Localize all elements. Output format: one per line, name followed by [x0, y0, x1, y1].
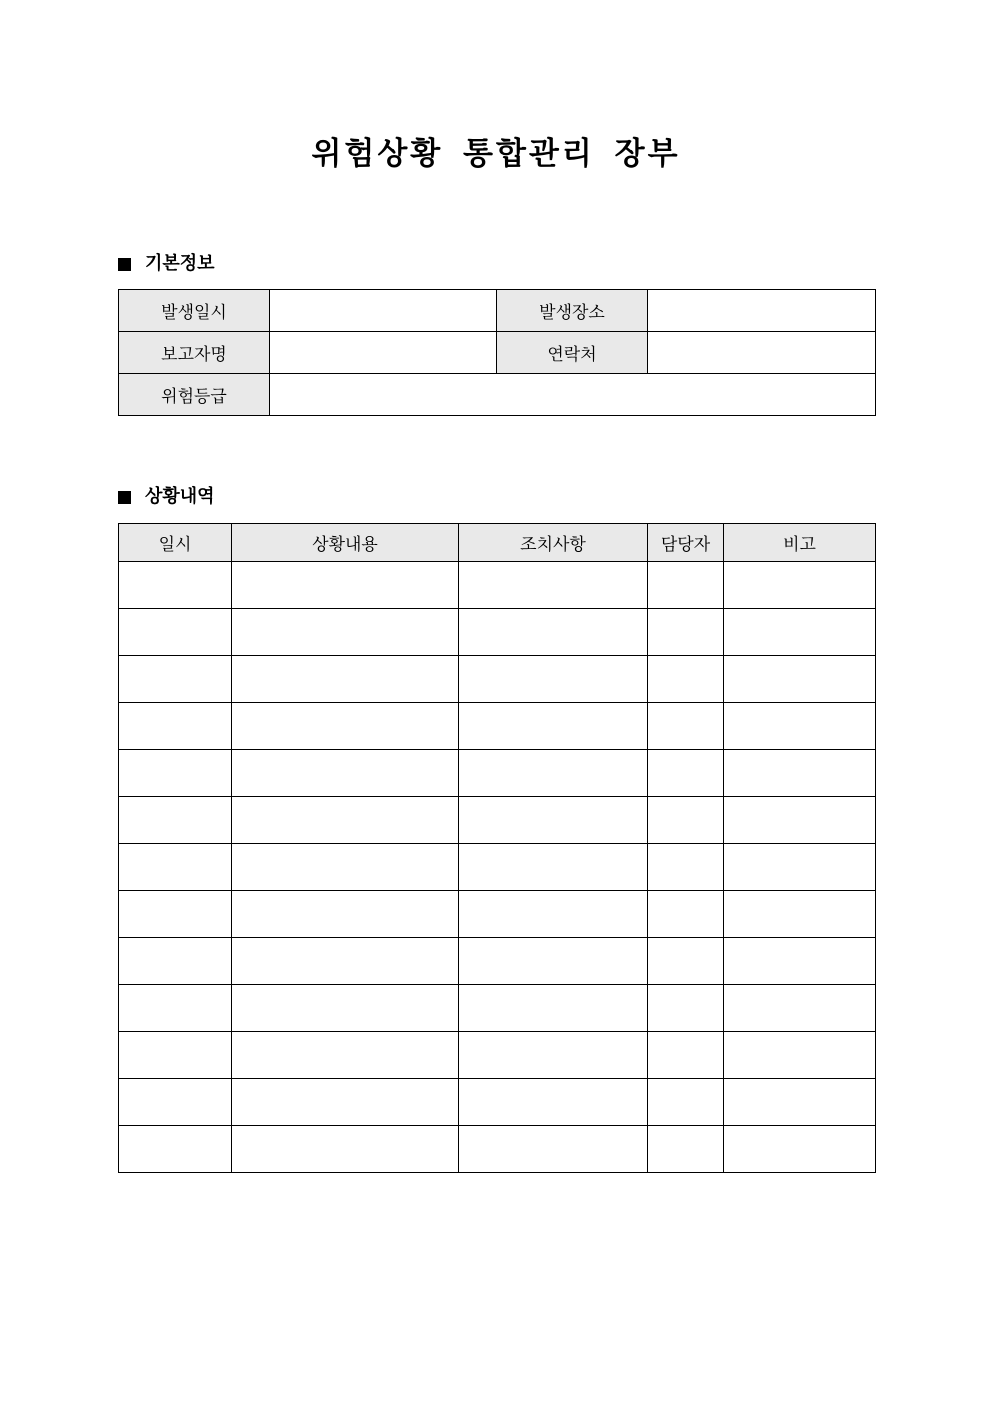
table-row	[119, 844, 876, 891]
action-cell[interactable]	[459, 1032, 648, 1079]
datetime-cell[interactable]	[119, 985, 232, 1032]
situation-cell[interactable]	[232, 1032, 459, 1079]
document-title: 위험상황 통합관리 장부	[311, 136, 681, 172]
table-row	[119, 562, 876, 609]
datetime-cell[interactable]	[119, 1032, 232, 1079]
person-in-charge-cell[interactable]	[648, 1079, 724, 1126]
remarks-cell[interactable]	[724, 1079, 876, 1126]
table-row	[119, 1126, 876, 1173]
table-row	[119, 797, 876, 844]
basic-info-table	[118, 289, 876, 416]
action-cell[interactable]	[459, 938, 648, 985]
risk-level-label: 위험등급	[119, 374, 270, 416]
column-header-datetime: 일시	[119, 524, 232, 562]
occurrence-datetime-field[interactable]	[270, 290, 497, 332]
table-row	[119, 891, 876, 938]
situation-cell[interactable]	[232, 562, 459, 609]
situation-cell[interactable]	[232, 750, 459, 797]
basic-info-heading-text: 기본정보	[145, 253, 215, 274]
datetime-cell[interactable]	[119, 750, 232, 797]
situation-cell[interactable]	[232, 656, 459, 703]
person-in-charge-cell[interactable]	[648, 844, 724, 891]
table-row	[119, 656, 876, 703]
datetime-cell[interactable]	[119, 703, 232, 750]
person-in-charge-cell[interactable]	[648, 562, 724, 609]
table-row	[119, 1079, 876, 1126]
situation-cell[interactable]	[232, 844, 459, 891]
info-row	[119, 374, 876, 416]
info-row	[119, 290, 876, 332]
remarks-cell[interactable]	[724, 891, 876, 938]
action-cell[interactable]	[459, 797, 648, 844]
situation-log-heading-text: 상황내역	[145, 486, 215, 507]
person-in-charge-cell[interactable]	[648, 1032, 724, 1079]
remarks-cell[interactable]	[724, 985, 876, 1032]
person-in-charge-cell[interactable]	[648, 938, 724, 985]
datetime-cell[interactable]	[119, 938, 232, 985]
remarks-cell[interactable]	[724, 1032, 876, 1079]
person-in-charge-cell[interactable]	[648, 1126, 724, 1173]
occurrence-datetime-label: 발생일시	[119, 290, 270, 332]
basic-info-heading	[118, 252, 215, 276]
reporter-name-label: 보고자명	[119, 332, 270, 374]
situation-log-heading	[118, 485, 215, 509]
situation-cell[interactable]	[232, 609, 459, 656]
table-row	[119, 750, 876, 797]
remarks-cell[interactable]	[724, 797, 876, 844]
datetime-cell[interactable]	[119, 1079, 232, 1126]
reporter-name-field[interactable]	[270, 332, 497, 374]
table-row	[119, 609, 876, 656]
action-cell[interactable]	[459, 609, 648, 656]
datetime-cell[interactable]	[119, 891, 232, 938]
action-cell[interactable]	[459, 562, 648, 609]
person-in-charge-cell[interactable]	[648, 985, 724, 1032]
info-row	[119, 332, 876, 374]
remarks-cell[interactable]	[724, 938, 876, 985]
situation-log-table	[118, 523, 876, 1173]
column-header-action: 조치사항	[459, 524, 648, 562]
occurrence-place-field[interactable]	[648, 290, 876, 332]
situation-cell[interactable]	[232, 797, 459, 844]
column-header-person-in-charge: 담당자	[648, 524, 724, 562]
square-bullet-icon	[118, 491, 131, 504]
column-header-remarks: 비고	[724, 524, 876, 562]
person-in-charge-cell[interactable]	[648, 703, 724, 750]
action-cell[interactable]	[459, 1126, 648, 1173]
remarks-cell[interactable]	[724, 562, 876, 609]
contact-field[interactable]	[648, 332, 876, 374]
person-in-charge-cell[interactable]	[648, 891, 724, 938]
remarks-cell[interactable]	[724, 609, 876, 656]
datetime-cell[interactable]	[119, 1126, 232, 1173]
situation-cell[interactable]	[232, 703, 459, 750]
remarks-cell[interactable]	[724, 844, 876, 891]
datetime-cell[interactable]	[119, 797, 232, 844]
remarks-cell[interactable]	[724, 656, 876, 703]
column-header-situation: 상황내용	[232, 524, 459, 562]
datetime-cell[interactable]	[119, 656, 232, 703]
contact-label: 연락처	[497, 332, 648, 374]
risk-level-field[interactable]	[270, 374, 876, 416]
square-bullet-icon	[118, 258, 131, 271]
table-header-row	[119, 524, 876, 562]
person-in-charge-cell[interactable]	[648, 656, 724, 703]
person-in-charge-cell[interactable]	[648, 750, 724, 797]
action-cell[interactable]	[459, 750, 648, 797]
table-row	[119, 938, 876, 985]
remarks-cell[interactable]	[724, 750, 876, 797]
datetime-cell[interactable]	[119, 609, 232, 656]
occurrence-place-label: 발생장소	[497, 290, 648, 332]
action-cell[interactable]	[459, 891, 648, 938]
datetime-cell[interactable]	[119, 844, 232, 891]
remarks-cell[interactable]	[724, 703, 876, 750]
action-cell[interactable]	[459, 844, 648, 891]
situation-cell[interactable]	[232, 1079, 459, 1126]
person-in-charge-cell[interactable]	[648, 609, 724, 656]
table-row	[119, 703, 876, 750]
situation-cell[interactable]	[232, 938, 459, 985]
table-row	[119, 985, 876, 1032]
situation-cell[interactable]	[232, 1126, 459, 1173]
remarks-cell[interactable]	[724, 1126, 876, 1173]
datetime-cell[interactable]	[119, 562, 232, 609]
action-cell[interactable]	[459, 656, 648, 703]
action-cell[interactable]	[459, 1079, 648, 1126]
table-row	[119, 1032, 876, 1079]
person-in-charge-cell[interactable]	[648, 797, 724, 844]
situation-cell[interactable]	[232, 985, 459, 1032]
situation-log-body	[119, 562, 876, 1173]
action-cell[interactable]	[459, 703, 648, 750]
situation-cell[interactable]	[232, 891, 459, 938]
action-cell[interactable]	[459, 985, 648, 1032]
